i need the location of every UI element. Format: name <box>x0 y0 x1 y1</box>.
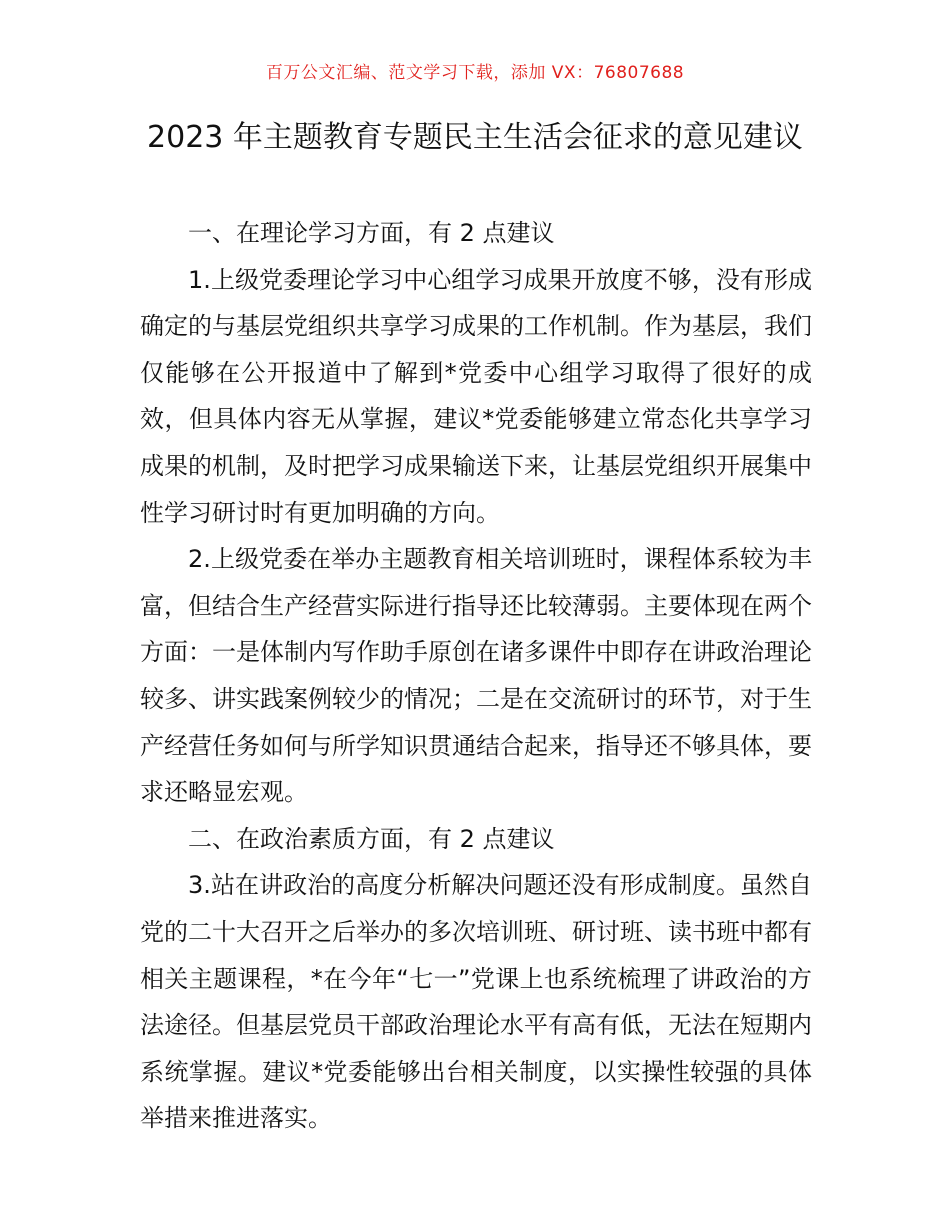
document-body <box>140 210 812 1142</box>
section-heading: 二、在政治素质方面，有 2 点建议 <box>188 824 555 853</box>
section-heading: 一、在理论学习方面，有 2 点建议 <box>188 219 555 247</box>
page-title: 2023 年主题教育专题民主生活会征求的意见建议 <box>147 120 803 155</box>
paragraph: 3.站在讲政治的高度分析解决问题还没有形成制度。虽然自党的二十大召开之后举办的多次培训班、研讨班、读书班中都有相关主题课程，*在今年“七一”党课上也系统梳理了讲政治的方法途径。但基层党员干部政治理论水平有高有低，无法在短期内系统掌握。建议*党委能够出台相关制度，以实操性较强的具体举措来推进落实。 <box>140 871 812 1133</box>
paragraph: 2.上级党委在举办主题教育相关培训班时，课程体系较为丰富，但结合生产经营实际进行指导还比较薄弱。主要体现在两个方面：一是体制内写作助手原创在诸多课件中即存在讲政治理论较多、讲实践案例较少的情况；二是在交流研讨的环节，对于生产经营任务如何与所学知识贯通结合起来，指导还不够具体，要求还略显宏观。 <box>140 545 812 807</box>
header-note: 百万公文汇编、范文学习下载，添加 VX：76807688 <box>265 63 685 83</box>
paragraph: 1.上级党委理论学习中心组学习成果开放度不够，没有形成确定的与基层党组织共享学习成果的工作机制。作为基层，我们仅能够在公开报道中了解到*党委中心组学习取得了很好的成效，但具体内容无从掌握，建议*党委能够建立常态化共享学习成果的机制，及时把学习成果输送下来，让基层党组织开展集中性学习研讨时有更加明确的方向。 <box>140 265 812 527</box>
